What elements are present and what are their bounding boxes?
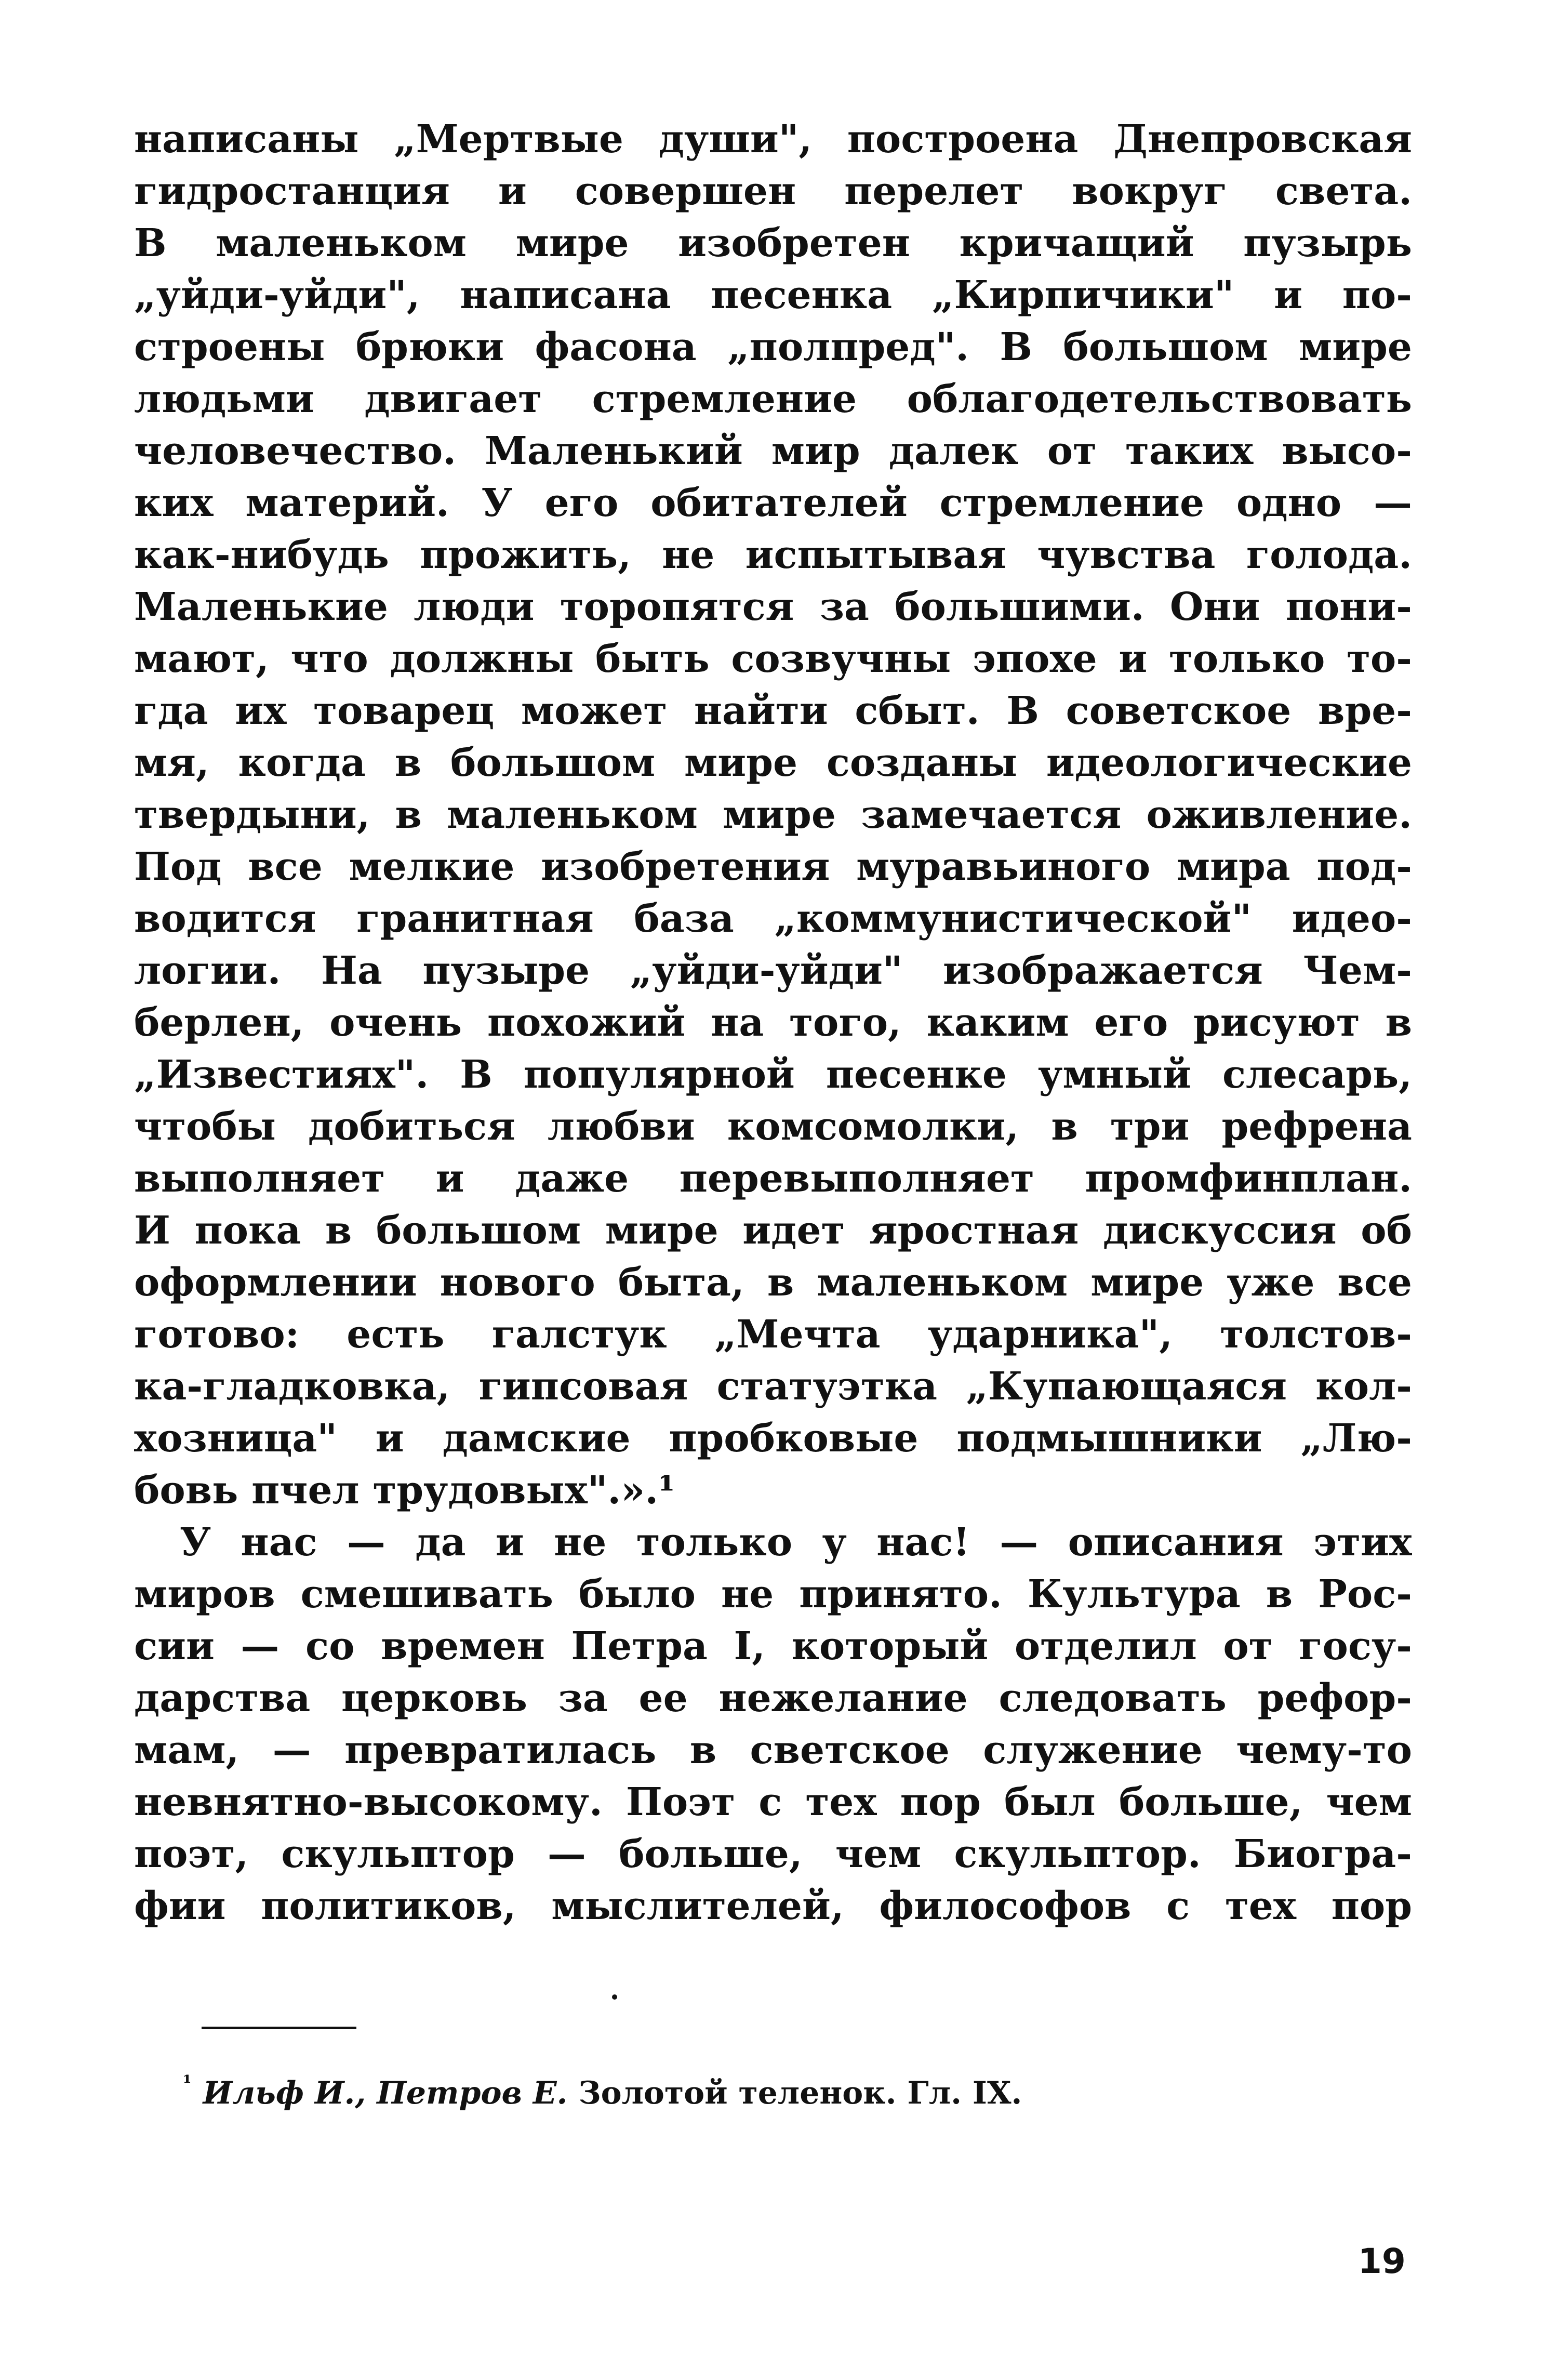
text-line: мают, что должны быть созвучны эпохе и только то- [134,637,1412,681]
text-line: мя, когда в большом мире созданы идеологические [134,741,1412,785]
footnote-source: Золотой теленок. Гл. IX. [578,2075,1022,2111]
text-line: Маленькие люди торопятся за большими. Они пони- [134,585,1412,629]
text-line: И пока в большом мире идет яростная дискуссия об [134,1208,1412,1253]
text-line: поэт, скульптор — больше, чем скульптор. Биогра- [134,1832,1412,1876]
footnote [183,2072,1022,2114]
footnote-authors: Ильф И., Петров Е. [203,2075,568,2111]
text-line: У нас — да и не только у нас! — описания этих [180,1520,1412,1565]
text-line: человечество. Маленький мир далек от таких высо- [134,429,1412,473]
text-line: как-нибудь прожить, не испытывая чувства голода. [134,533,1412,577]
text-line: ка-гладковка, гипсовая статуэтка „Купающаяся кол- [134,1364,1412,1409]
text-line: выполняет и даже перевыполняет промфинплан. [134,1156,1412,1201]
text-line: людьми двигает стремление облагодетельствовать [134,377,1412,421]
text-line: бовь пчел трудовых".».¹ [134,1468,675,1513]
text-line: водится гранитная база „коммунистической" идео- [134,896,1412,941]
text-line: мам, — превратилась в светское служение чему-то [134,1728,1412,1773]
body-text [134,113,1412,1932]
text-line: написаны „Мертвые души", построена Днепровская [134,117,1412,162]
text-line: берлен, очень похожий на того, каким его рисуют в [134,1000,1412,1045]
page-number: 19 [1358,2241,1406,2281]
text-line: гда их товарец может найти сбыт. В советское вре- [134,689,1412,733]
footnote-mark: ¹ [183,2071,192,2094]
text-line: твердыни, в маленьком мире замечается оживление. [134,792,1412,837]
text-line: оформлении нового быта, в маленьком мире уже все [134,1260,1412,1305]
print-speck [612,1994,617,2000]
text-line: фии политиков, мыслителей, философов с тех пор [134,1884,1412,1928]
text-line: миров смешивать было не принято. Культура в Рос- [134,1572,1412,1617]
text-line: дарства церковь за ее нежелание следовать рефор- [134,1676,1412,1721]
text-line: готово: есть галстук „Мечта ударника", толстов- [134,1312,1412,1357]
text-line: „Известиях". В популярной песенке умный слесарь, [134,1052,1412,1097]
text-line: В маленьком мире изобретен кричащий пузырь [134,221,1412,266]
text-line: „уйди-уйди", написана песенка „Кирпичики" и по- [134,273,1412,318]
text-line: ких материй. У его обитателей стремление одно — [134,481,1412,525]
paragraph-1 [134,113,1412,1516]
text-line: гидростанция и совершен перелет вокруг света. [134,169,1412,214]
text-line: строены брюки фасона „полпред". В большом мире [134,325,1412,369]
text-line: невнятно-высокому. Поэт с тех пор был больше, чем [134,1780,1412,1824]
text-line: логии. На пузыре „уйди-уйди" изображается Чем- [134,948,1412,993]
text-line: чтобы добиться любви комсомолки, в три рефрена [134,1104,1412,1149]
text-line: Под все мелкие изобретения муравьиного мира под- [134,844,1412,889]
footnote-rule [202,2027,356,2029]
text-line: хозница" и дамские пробковые подмышники „Лю- [134,1416,1412,1461]
paragraph-2 [134,1516,1412,1932]
text-line: сии — со времен Петра I, который отделил от госу- [134,1624,1412,1669]
